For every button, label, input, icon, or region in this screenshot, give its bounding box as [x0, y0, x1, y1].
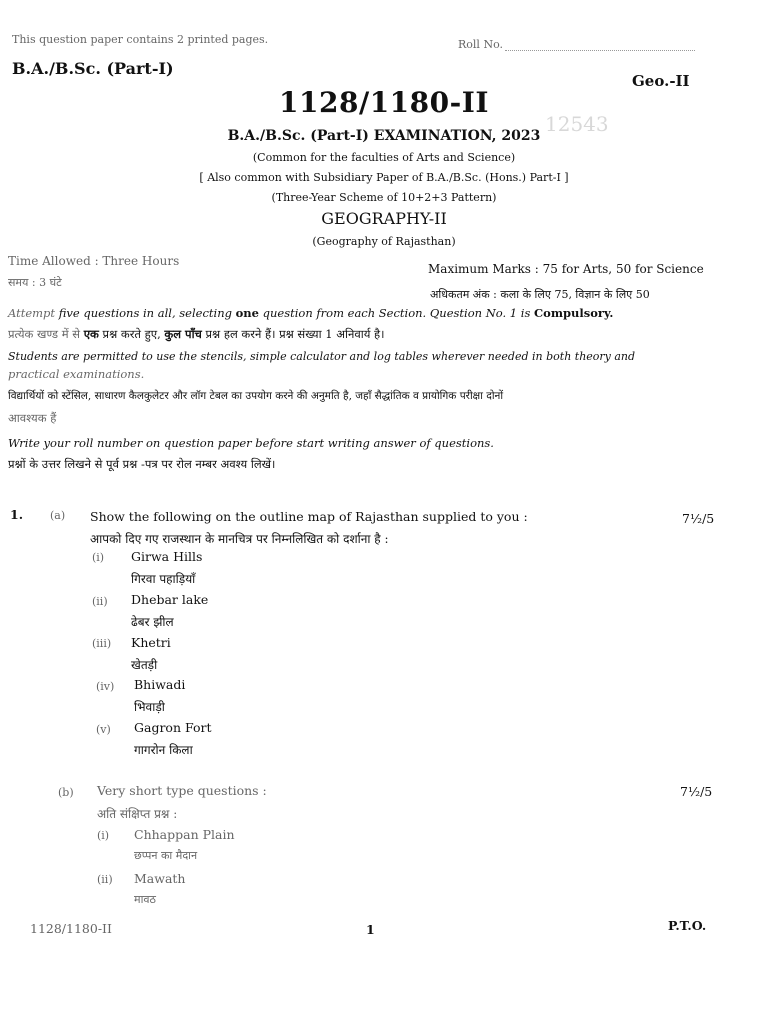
list-item-en: Girwa Hills — [131, 549, 203, 564]
list-item-hi: खेतड़ी — [131, 658, 158, 672]
printed-pages-note: This question paper contains 2 printed pages. — [12, 33, 269, 46]
subject-title: GEOGRAPHY-II — [321, 209, 447, 228]
question-number: 1. — [10, 507, 24, 522]
attempt-hi-text: एक — [83, 327, 99, 341]
list-item-en: Khetri — [131, 635, 171, 650]
attempt-text: Attempt — [8, 306, 59, 320]
max-marks-hi: अधिकतम अंक : कला के लिए 75, विज्ञान के लिए 50 — [430, 288, 650, 301]
list-item-hi: छप्पन का मैदान — [134, 849, 198, 862]
list-item-num: (v) — [96, 723, 111, 736]
attempt-text: Compulsory. — [534, 306, 614, 320]
instruction-attempt-hi — [8, 327, 385, 342]
instruction-roll-hi: प्रश्नों के उत्तर लिखने से पूर्व प्रश्न -पत्र पर रोल नम्बर अवश्य लिखें। — [8, 457, 276, 471]
scheme-note: (Three-Year Scheme of 10+2+3 Pattern) — [271, 191, 497, 204]
attempt-hi-text: कुल पाँच — [164, 327, 202, 341]
list-item-hi: गागरोन किला — [134, 743, 193, 757]
list-item-hi: मावठ — [134, 893, 156, 906]
list-item-hi: गिरवा पहाड़ियाँ — [131, 572, 196, 586]
list-item-num: (iv) — [96, 680, 115, 693]
part-a-label: (a) — [50, 509, 66, 522]
page-number: 1 — [366, 922, 375, 937]
time-allowed-hi: समय : 3 घंटे — [8, 276, 62, 289]
attempt-hi-text: प्रश्न करते हुए, — [98, 327, 165, 341]
part-a-marks: 7½/5 — [682, 511, 715, 526]
list-item-num: (ii) — [97, 873, 113, 886]
exam-title: B.A./B.Sc. (Part-I) EXAMINATION, 2023 — [227, 128, 541, 144]
roll-no-label: Roll No. — [458, 38, 503, 51]
instruction-stencil-en-2: practical examinations. — [8, 367, 145, 381]
list-item-hi: ढेबर झील — [131, 615, 174, 629]
instruction-attempt-en — [8, 306, 613, 320]
class-title: B.A./B.Sc. (Part-I) — [12, 59, 174, 78]
list-item-en: Gagron Fort — [134, 720, 212, 735]
faint-stamp: 12543 — [545, 112, 609, 136]
attempt-text: question from each Section. — [258, 306, 430, 320]
instruction-stencil-hi-2: आवश्यक हैं — [8, 411, 57, 425]
part-a-text-en: Show the following on the outline map of Rajasthan supplied to you : — [90, 509, 528, 524]
subject-subtitle: (Geography of Rajasthan) — [312, 235, 456, 248]
attempt-text: one — [235, 306, 259, 320]
subject-code: Geo.-II — [632, 72, 690, 90]
list-item-en: Dhebar lake — [131, 592, 209, 607]
list-item-num: (iii) — [92, 637, 112, 650]
list-item-en: Mawath — [134, 871, 186, 886]
instruction-stencil-hi-1: विद्यार्थियों को स्टेंसिल, साधारण कैलकुलेटर और लॉग टेबल का उपयोग करने की अनुमति है, जहाँ सैद्धांतिक व प्रायोगिक परीक्षा दोनों — [8, 390, 504, 402]
roll-no-line — [505, 50, 695, 51]
time-allowed-en: Time Allowed : Three Hours — [8, 254, 180, 268]
paper-code: 1128/1180-II — [279, 86, 489, 119]
instruction-roll-en: Write your roll number on question paper before start writing answer of questions. — [8, 436, 494, 450]
attempt-hi-text: प्रत्येक खण्ड में से — [8, 327, 84, 341]
common-note: (Common for the faculties of Arts and Science) — [252, 151, 516, 164]
part-b-text-hi: अति संक्षिप्त प्रश्न : — [97, 807, 178, 821]
list-item-en: Bhiwadi — [134, 677, 186, 692]
pto-label: P.T.O. — [668, 918, 707, 933]
list-item-num: (ii) — [92, 595, 108, 608]
also-common-note: [ Also common with Subsidiary Paper of B.A./B.Sc. (Hons.) Part-I ] — [199, 171, 569, 184]
part-b-text-en: Very short type questions : — [97, 783, 267, 798]
part-b-label: (b) — [58, 786, 74, 799]
part-a-text-hi: आपको दिए गए राजस्थान के मानचित्र पर निम्नलिखित को दर्शाना है : — [90, 532, 389, 546]
attempt-text: questions in all, selecting — [79, 306, 236, 320]
list-item-en: Chhappan Plain — [134, 827, 235, 842]
attempt-hi-text: प्रश्न हल करने हैं। प्रश्न संख्या 1 अनिवार्य है। — [201, 327, 385, 341]
max-marks-en: Maximum Marks : 75 for Arts, 50 for Science — [428, 262, 704, 276]
footer-code: 1128/1180-II — [30, 921, 112, 936]
attempt-text: five — [58, 306, 80, 320]
list-item-hi: भिवाड़ी — [134, 700, 165, 714]
list-item-num: (i) — [97, 829, 110, 842]
part-b-marks: 7½/5 — [680, 784, 713, 799]
attempt-text: Question No. 1 is — [429, 306, 535, 320]
list-item-num: (i) — [92, 551, 105, 564]
instruction-stencil-en-1: Students are permitted to use the stencils, simple calculator and log tables wherever needed in both theory and — [8, 350, 636, 363]
